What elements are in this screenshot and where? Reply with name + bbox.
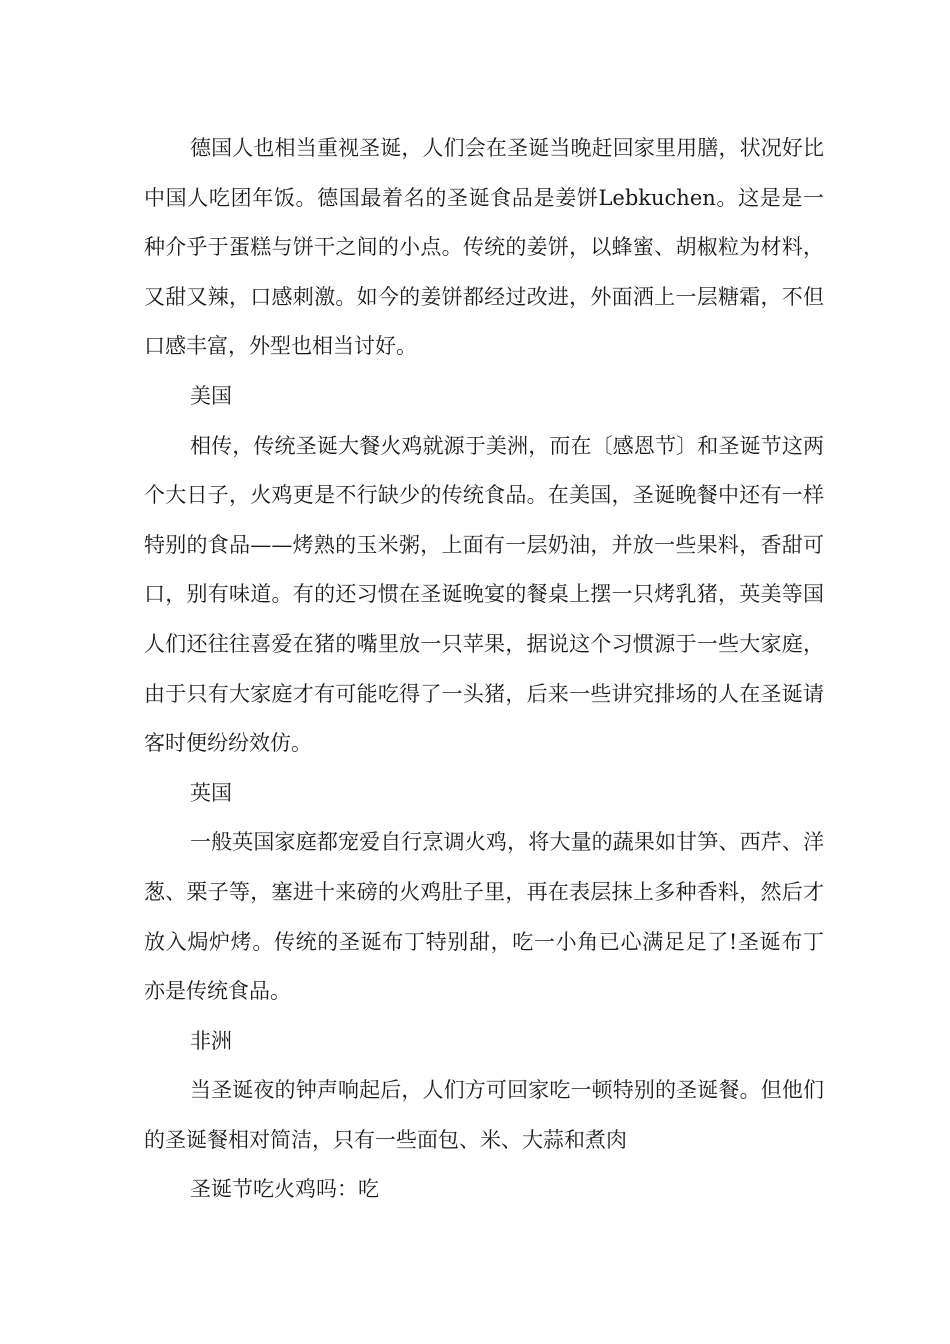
document-page	[144, 124, 824, 1215]
heading-usa: 美国	[190, 383, 232, 408]
paragraph-germany: 德国人也相当重视圣诞，人们会在圣诞当晚赶回家里用膳，状况好比中国人吃团年饭。德国最着名的圣诞食品是姜饼Lebkuchen。这是是一种介乎于蛋糕与饼干之间的小点。传统的姜饼，以蜂蜜、胡椒粒为材料，又甜又辣，口感刺激。如今的姜饼都经过改进，外面洒上一层糖霜，不但口感丰富，外型也相当讨好。	[144, 136, 824, 359]
paragraph-uk: 一般英国家庭都宠爱自行烹调火鸡，将大量的蔬果如甘笋、西芹、洋葱、栗子等，塞进十来磅的火鸡肚子里，再在表层抹上多种香料，然后才放入焗炉烤。传统的圣诞布丁特别甜，吃一小角已心满足足了!圣诞布丁亦是传统食品。	[144, 830, 824, 1004]
heading-africa: 非洲	[190, 1028, 232, 1053]
paragraph-africa: 当圣诞夜的钟声响起后，人们方可回家吃一顿特别的圣诞餐。但他们的圣诞餐相对简洁，只有一些面包、米、大蒜和煮肉	[144, 1078, 824, 1152]
paragraph-usa: 相传，传统圣诞大餐火鸡就源于美洲，而在〔感恩节〕和圣诞节这两个大日子，火鸡更是不行缺少的传统食品。在美国，圣诞晚餐中还有一样特别的食品——烤熟的玉米粥，上面有一层奶油，并放一些果料，香甜可口，别有味道。有的还习惯在圣诞晚宴的餐桌上摆一只烤乳猪，英美等国人们还往往喜爱在猪的嘴里放一只苹果，据说这个习惯源于一些大家庭，由于只有大家庭才有可能吃得了一头猪，后来一些讲究排场的人在圣诞请客时便纷纷效仿。	[144, 433, 824, 756]
heading-turkey-question: 圣诞节吃火鸡吗：吃	[190, 1177, 379, 1202]
heading-uk: 英国	[190, 780, 232, 805]
